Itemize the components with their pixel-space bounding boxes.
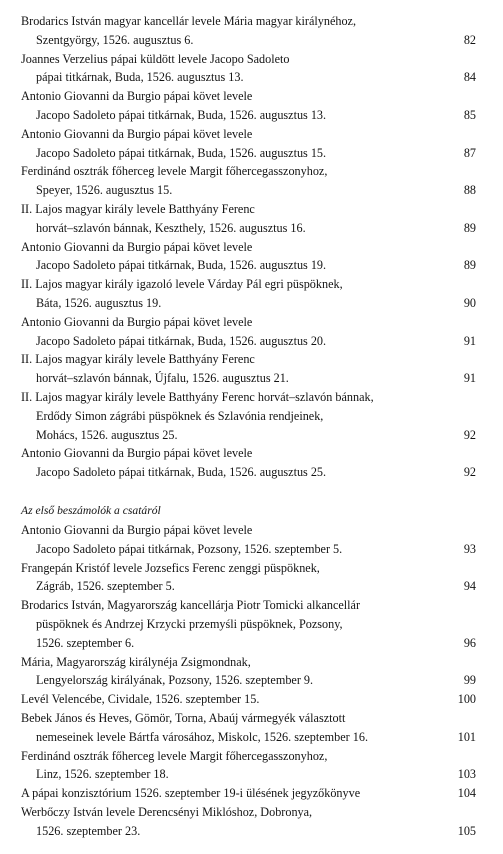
- entry-continuation-line: [0, 577, 503, 595]
- entry-text: nemeseinek levele Bártfa városához, Miskolc, 1526. szeptember 16.: [36, 729, 368, 744]
- entry-title-line: [0, 350, 503, 368]
- entry-title-line: [0, 709, 503, 727]
- entry-title-line: [0, 747, 503, 765]
- entry-text: Brodarics István magyar kancellár levele Mária magyar királynéhoz,: [21, 14, 357, 28]
- page-number: 91: [463, 371, 476, 386]
- entry-title-line: [0, 87, 503, 105]
- entry-text: horvát–szlavón bánnak, Újfalu, 1526. augusztus 21.: [36, 371, 289, 386]
- entry-title-line: [0, 559, 503, 577]
- entry-text: Brodarics István, Magyarország kancellárja Piotr Tomicki alkancellár: [21, 598, 361, 613]
- entry-text: Báta, 1526. augusztus 19.: [36, 295, 162, 310]
- page-number: 104: [457, 786, 476, 801]
- entry-text: Joannes Verzelius pápai küldött levele Jacopo Sadoleto: [21, 51, 290, 66]
- entry-text: Antonio Giovanni da Burgio pápai követ levele: [21, 126, 253, 141]
- entry-continuation-line: [0, 68, 503, 86]
- page-number: 105: [457, 823, 476, 838]
- page-number: 89: [463, 220, 476, 235]
- entry-continuation-line: [0, 407, 503, 425]
- entry-continuation-line: [0, 822, 503, 840]
- entry-text: II. Lajos magyar király levele Batthyány Ferenc: [21, 352, 255, 367]
- page-number: 89: [463, 258, 476, 273]
- entry-text: 1526. szeptember 6.: [36, 635, 135, 650]
- page-number: 92: [463, 427, 476, 442]
- entry-title-line: [0, 238, 503, 256]
- entry-continuation-line: [0, 634, 503, 652]
- entry-title-line: [0, 444, 503, 462]
- entry-title-line: [0, 12, 503, 30]
- entry-title-line: [0, 596, 503, 614]
- page-number: 84: [463, 70, 476, 85]
- entry-text: Speyer, 1526. augusztus 15.: [36, 183, 173, 198]
- entry-continuation-line: [0, 181, 503, 199]
- entry-text: Werbőczy István levele Derencsényi Miklóshoz, Dobronya,: [21, 805, 313, 819]
- entry-text: Erdődy Simon zágrábi püspöknek és Szlavónia rendjeinek,: [36, 408, 324, 423]
- page-number: 87: [463, 145, 476, 160]
- entry-text: A pápai konzisztórium 1526. szeptember 19-i ülésének jegyzőkönyve: [21, 786, 361, 801]
- entry-text: Antonio Giovanni da Burgio pápai követ levele: [21, 239, 253, 254]
- entry-text: Jacopo Sadoleto pápai titkárnak, Pozsony, 1526. szeptember 5.: [36, 541, 343, 556]
- page-number: 99: [463, 673, 476, 688]
- entry-text: Mária, Magyarország királynéja Zsigmondnak,: [21, 654, 251, 669]
- entry-title-line: [0, 690, 503, 708]
- page-number: 85: [463, 107, 476, 122]
- page-number: 100: [457, 692, 476, 707]
- entry-title-line: [0, 388, 503, 406]
- entry-text: Szentgyörgy, 1526. augusztus 6.: [36, 32, 194, 47]
- entry-continuation-line: [0, 256, 503, 274]
- page-number: 92: [463, 465, 476, 480]
- entry-continuation-line: [0, 31, 503, 49]
- entry-text: pápai titkárnak, Buda, 1526. augusztus 13.: [36, 70, 244, 85]
- entry-text: Jacopo Sadoleto pápai titkárnak, Buda, 1526. augusztus 20.: [36, 333, 327, 348]
- entry-text: 1526. szeptember 23.: [36, 823, 141, 838]
- page-number: 88: [463, 183, 476, 198]
- entry-continuation-line: [0, 463, 503, 481]
- entry-text: Mohács, 1526. augusztus 25.: [36, 427, 178, 442]
- entry-continuation-line: [0, 369, 503, 387]
- entry-text: Antonio Giovanni da Burgio pápai követ levele: [21, 89, 253, 104]
- entry-title-line: [0, 313, 503, 331]
- entry-continuation-line: [0, 540, 503, 558]
- entry-title-line: [0, 521, 503, 539]
- entry-title-line: [0, 275, 503, 293]
- entry-title-line: [0, 653, 503, 671]
- entry-continuation-line: [0, 765, 503, 783]
- entry-title-line: [0, 200, 503, 218]
- entry-text: Antonio Giovanni da Burgio pápai követ levele: [21, 523, 253, 537]
- entry-text: II. Lajos magyar király levele Batthyány Ferenc: [21, 202, 255, 216]
- entry-continuation-line: [0, 671, 503, 689]
- entry-text: Antonio Giovanni da Burgio pápai követ levele: [21, 446, 253, 461]
- entry-text: Ferdinánd osztrák főherceg levele Margit főhercegasszonyhoz,: [21, 164, 328, 179]
- entry-text: Jacopo Sadoleto pápai titkárnak, Buda, 1526. augusztus 19.: [36, 258, 327, 273]
- entry-text: Antonio Giovanni da Burgio pápai követ levele: [21, 314, 253, 329]
- page-number: 101: [457, 729, 476, 744]
- entry-title-line: [0, 803, 503, 821]
- entry-continuation-line: [0, 106, 503, 124]
- entry-continuation-line: [0, 144, 503, 162]
- page-number: 93: [463, 541, 476, 556]
- entry-text: Zágráb, 1526. szeptember 5.: [36, 579, 175, 594]
- entry-text: Jacopo Sadoleto pápai titkárnak, Buda, 1526. augusztus 15.: [36, 145, 327, 160]
- entry-continuation-line: [0, 219, 503, 237]
- entry-continuation-line: [0, 294, 503, 312]
- entry-text: Bebek János és Heves, Gömör, Torna, Abaúj vármegyék választott: [21, 711, 346, 725]
- page-number: 96: [463, 635, 476, 650]
- entry-text: Ferdinánd osztrák főherceg levele Margit főhercegasszonyhoz,: [21, 748, 328, 763]
- entry-text: Linz, 1526. szeptember 18.: [36, 767, 169, 782]
- page-number: 94: [463, 579, 476, 594]
- entry-text: horvát–szlavón bánnak, Keszthely, 1526. augusztus 16.: [36, 220, 306, 235]
- entry-text: II. Lajos magyar király igazoló levele Várday Pál egri püspöknek,: [21, 277, 343, 292]
- page-number: 90: [463, 295, 476, 310]
- page-number: 82: [463, 32, 476, 47]
- entry-text: Jacopo Sadoleto pápai titkárnak, Buda, 1526. augusztus 25.: [36, 465, 327, 480]
- entry-text: II. Lajos magyar király levele Batthyány Ferenc horvát–szlavón bánnak,: [21, 390, 374, 404]
- entry-continuation-line: [0, 426, 503, 444]
- entry-title-line: [0, 784, 503, 802]
- entry-title-line: [0, 162, 503, 180]
- entry-continuation-line: [0, 728, 503, 746]
- entry-text: Levél Velencébe, Cividale, 1526. szeptember 15.: [21, 692, 260, 707]
- section-heading: Az első beszámolók a csatáról: [21, 504, 161, 517]
- entry-title-line: [0, 125, 503, 143]
- entry-text: Lengyelország királyának, Pozsony, 1526. szeptember 9.: [36, 673, 314, 688]
- entry-continuation-line: [0, 615, 503, 633]
- entry-text: Frangepán Kristóf levele Jozsefics Ferenc zenggi püspöknek,: [21, 560, 320, 575]
- page-number: 91: [463, 333, 476, 348]
- entry-text: püspöknek és Andrzej Krzycki przemyśli püspöknek, Pozsony,: [36, 616, 343, 631]
- entry-text: Jacopo Sadoleto pápai titkárnak, Buda, 1526. augusztus 13.: [36, 107, 327, 122]
- entry-title-line: [0, 50, 503, 68]
- entry-continuation-line: [0, 332, 503, 350]
- page-number: 103: [457, 767, 476, 782]
